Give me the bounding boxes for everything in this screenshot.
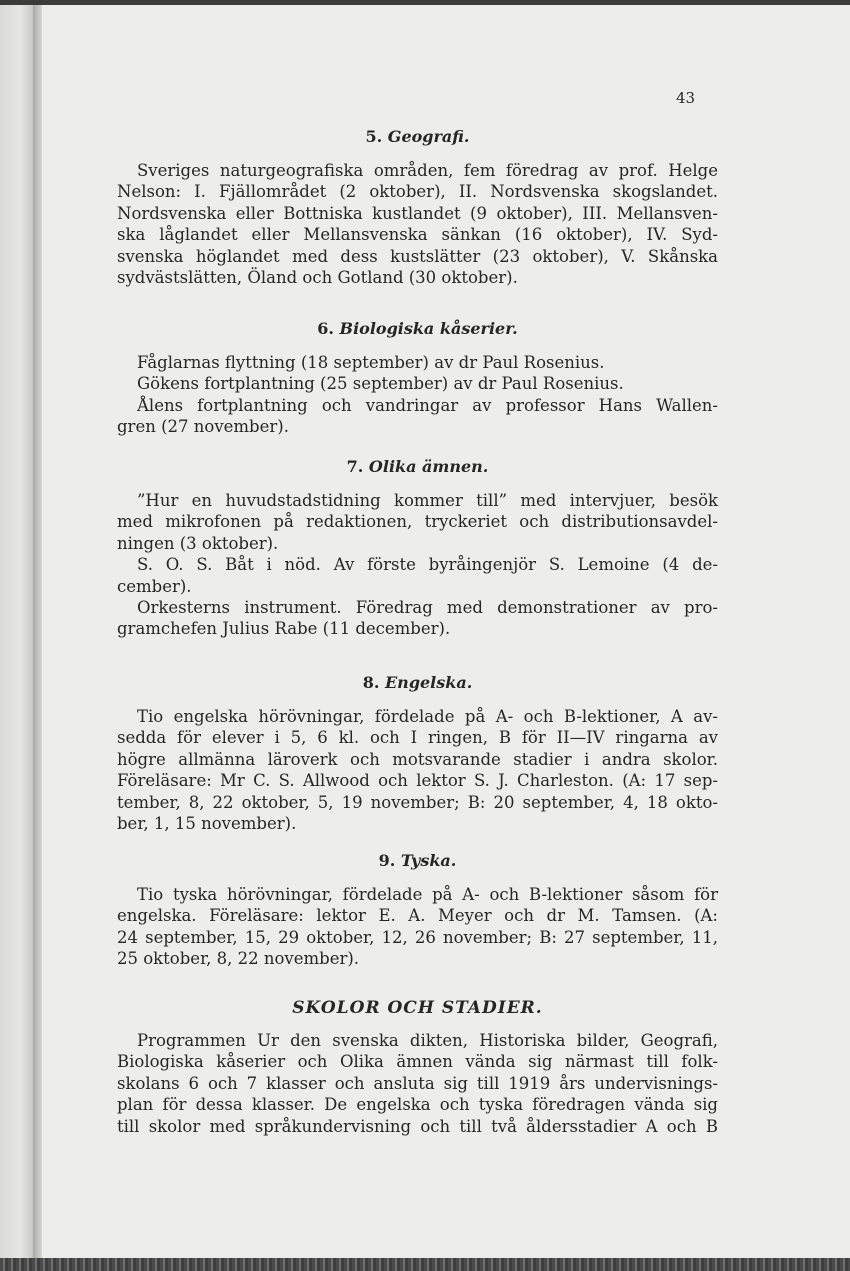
section-title: Tyska. — [400, 851, 457, 870]
section-heading-olika-amnen — [117, 457, 718, 477]
paragraph-tyska — [117, 884, 718, 970]
section-number: 6. — [317, 319, 334, 338]
text-line: Nelson: I. Fjällområdet (2 oktober), II. Nordsvenska skogslandet. — [117, 182, 718, 202]
section-number: 9. — [378, 851, 396, 870]
text-line: med mikrofonen på redaktionen, tryckeriet och distributionsavdel- — [117, 512, 718, 532]
top-edge — [0, 0, 850, 5]
text-line: till skolor med språkundervisning och till två åldersstadier A och B — [117, 1116, 718, 1136]
text-line: Programmen Ur den svenska dikten, Historiska bilder, Geografi, — [137, 1031, 718, 1050]
text-line: Gökens fortplantning (25 september) av dr Paul Rosenius. — [137, 374, 624, 394]
text-line: S. O. S. Båt i nöd. Av förste byråingenjör S. Lemoine (4 de- — [137, 555, 718, 575]
section-number: 7. — [346, 457, 364, 476]
text-line: sedda för elever i 5, 6 kl. och I ringen, B för II—IV ringarna av — [117, 728, 718, 748]
text-line: Orkesterns instrument. Föredrag med demonstrationer av pro- — [137, 598, 718, 618]
text-line: gramchefen Julius Rabe (11 december). — [117, 619, 451, 639]
text-line: ningen (3 oktober). — [117, 533, 279, 553]
paragraph-biologiska-kaserier — [117, 352, 718, 438]
text-line: tember, 8, 22 oktober, 5, 19 november; B: 20 september, 4, 18 okto- — [117, 792, 718, 812]
text-line: Tio tyska hörövningar, fördelade på A- och B-lektioner såsom för — [137, 885, 718, 904]
text-line: Sveriges naturgeografiska områden, fem föredrag av prof. Helge — [137, 161, 718, 180]
section-heading-engelska — [117, 673, 718, 693]
text-line: ber, 1, 15 november). — [117, 814, 297, 834]
text-line: gren (27 november). — [117, 417, 289, 437]
text-line: svenska höglandet med dess kustslätter (23 oktober), V. Skånska — [117, 246, 718, 266]
section-number: 5. — [365, 127, 383, 146]
section-title: Olika ämnen. — [368, 457, 489, 476]
section-title: Biologiska kåserier. — [339, 319, 518, 338]
section-heading-geografi — [117, 127, 718, 147]
text-line: 25 oktober, 8, 22 november). — [117, 949, 360, 969]
left-page-edge — [0, 0, 36, 1271]
section-heading-biologiska-kaserier — [117, 319, 718, 339]
text-line: högre allmänna läroverk och motsvarande stadier i andra skolor. — [117, 749, 718, 769]
text-line: ”Hur en huvudstadstidning kommer till” med intervjuer, besök — [137, 491, 718, 510]
text-line: Ålens fortplantning och vandringar av professor Hans Wallen- — [137, 395, 718, 415]
text-line: engelska. Föreläsare: lektor E. A. Meyer och dr M. Tamsen. (A: — [117, 906, 718, 926]
schools-heading: SKOLOR OCH STADIER. — [292, 998, 543, 1018]
text-line: sydvästslätten, Öland och Gotland (30 oktober). — [117, 268, 518, 288]
section-title: Geografi. — [387, 127, 470, 146]
paragraph-olika-amnen — [117, 490, 718, 640]
text-line: 24 september, 15, 29 oktober, 12, 26 november; B: 27 september, 11, — [117, 927, 718, 947]
section-title: Engelska. — [384, 673, 473, 692]
text-line: Tio engelska hörövningar, fördelade på A- och B-lektioner, A av- — [137, 707, 718, 726]
text-line: Biologiska kåserier och Olika ämnen vända sig närmast till folk- — [117, 1052, 718, 1072]
paragraph-geografi — [117, 160, 718, 288]
text-line: Föreläsare: Mr C. S. Allwood och lektor S. J. Charleston. (A: 17 sep- — [117, 771, 718, 791]
text-line: cember). — [117, 576, 192, 596]
paragraph-engelska — [117, 706, 718, 834]
text-line: plan för dessa klasser. De engelska och tyska föredragen vända sig — [117, 1095, 718, 1115]
section-number: 8. — [362, 673, 380, 692]
section-heading-tyska — [117, 851, 718, 871]
paragraph-skolor-och-stadier — [117, 1030, 718, 1137]
page-number: 43 — [676, 89, 696, 107]
text-line: ska låglandet eller Mellansvenska sänkan (16 oktober), IV. Syd- — [117, 225, 718, 245]
bottom-edge — [0, 1258, 850, 1271]
text-line: skolans 6 och 7 klasser och ansluta sig till 1919 års undervisnings- — [117, 1073, 718, 1093]
text-line: Nordsvenska eller Bottniska kustlandet (9 oktober), III. Mellansven- — [117, 203, 718, 223]
text-line: Fåglarnas flyttning (18 september) av dr Paul Rosenius. — [137, 353, 605, 372]
